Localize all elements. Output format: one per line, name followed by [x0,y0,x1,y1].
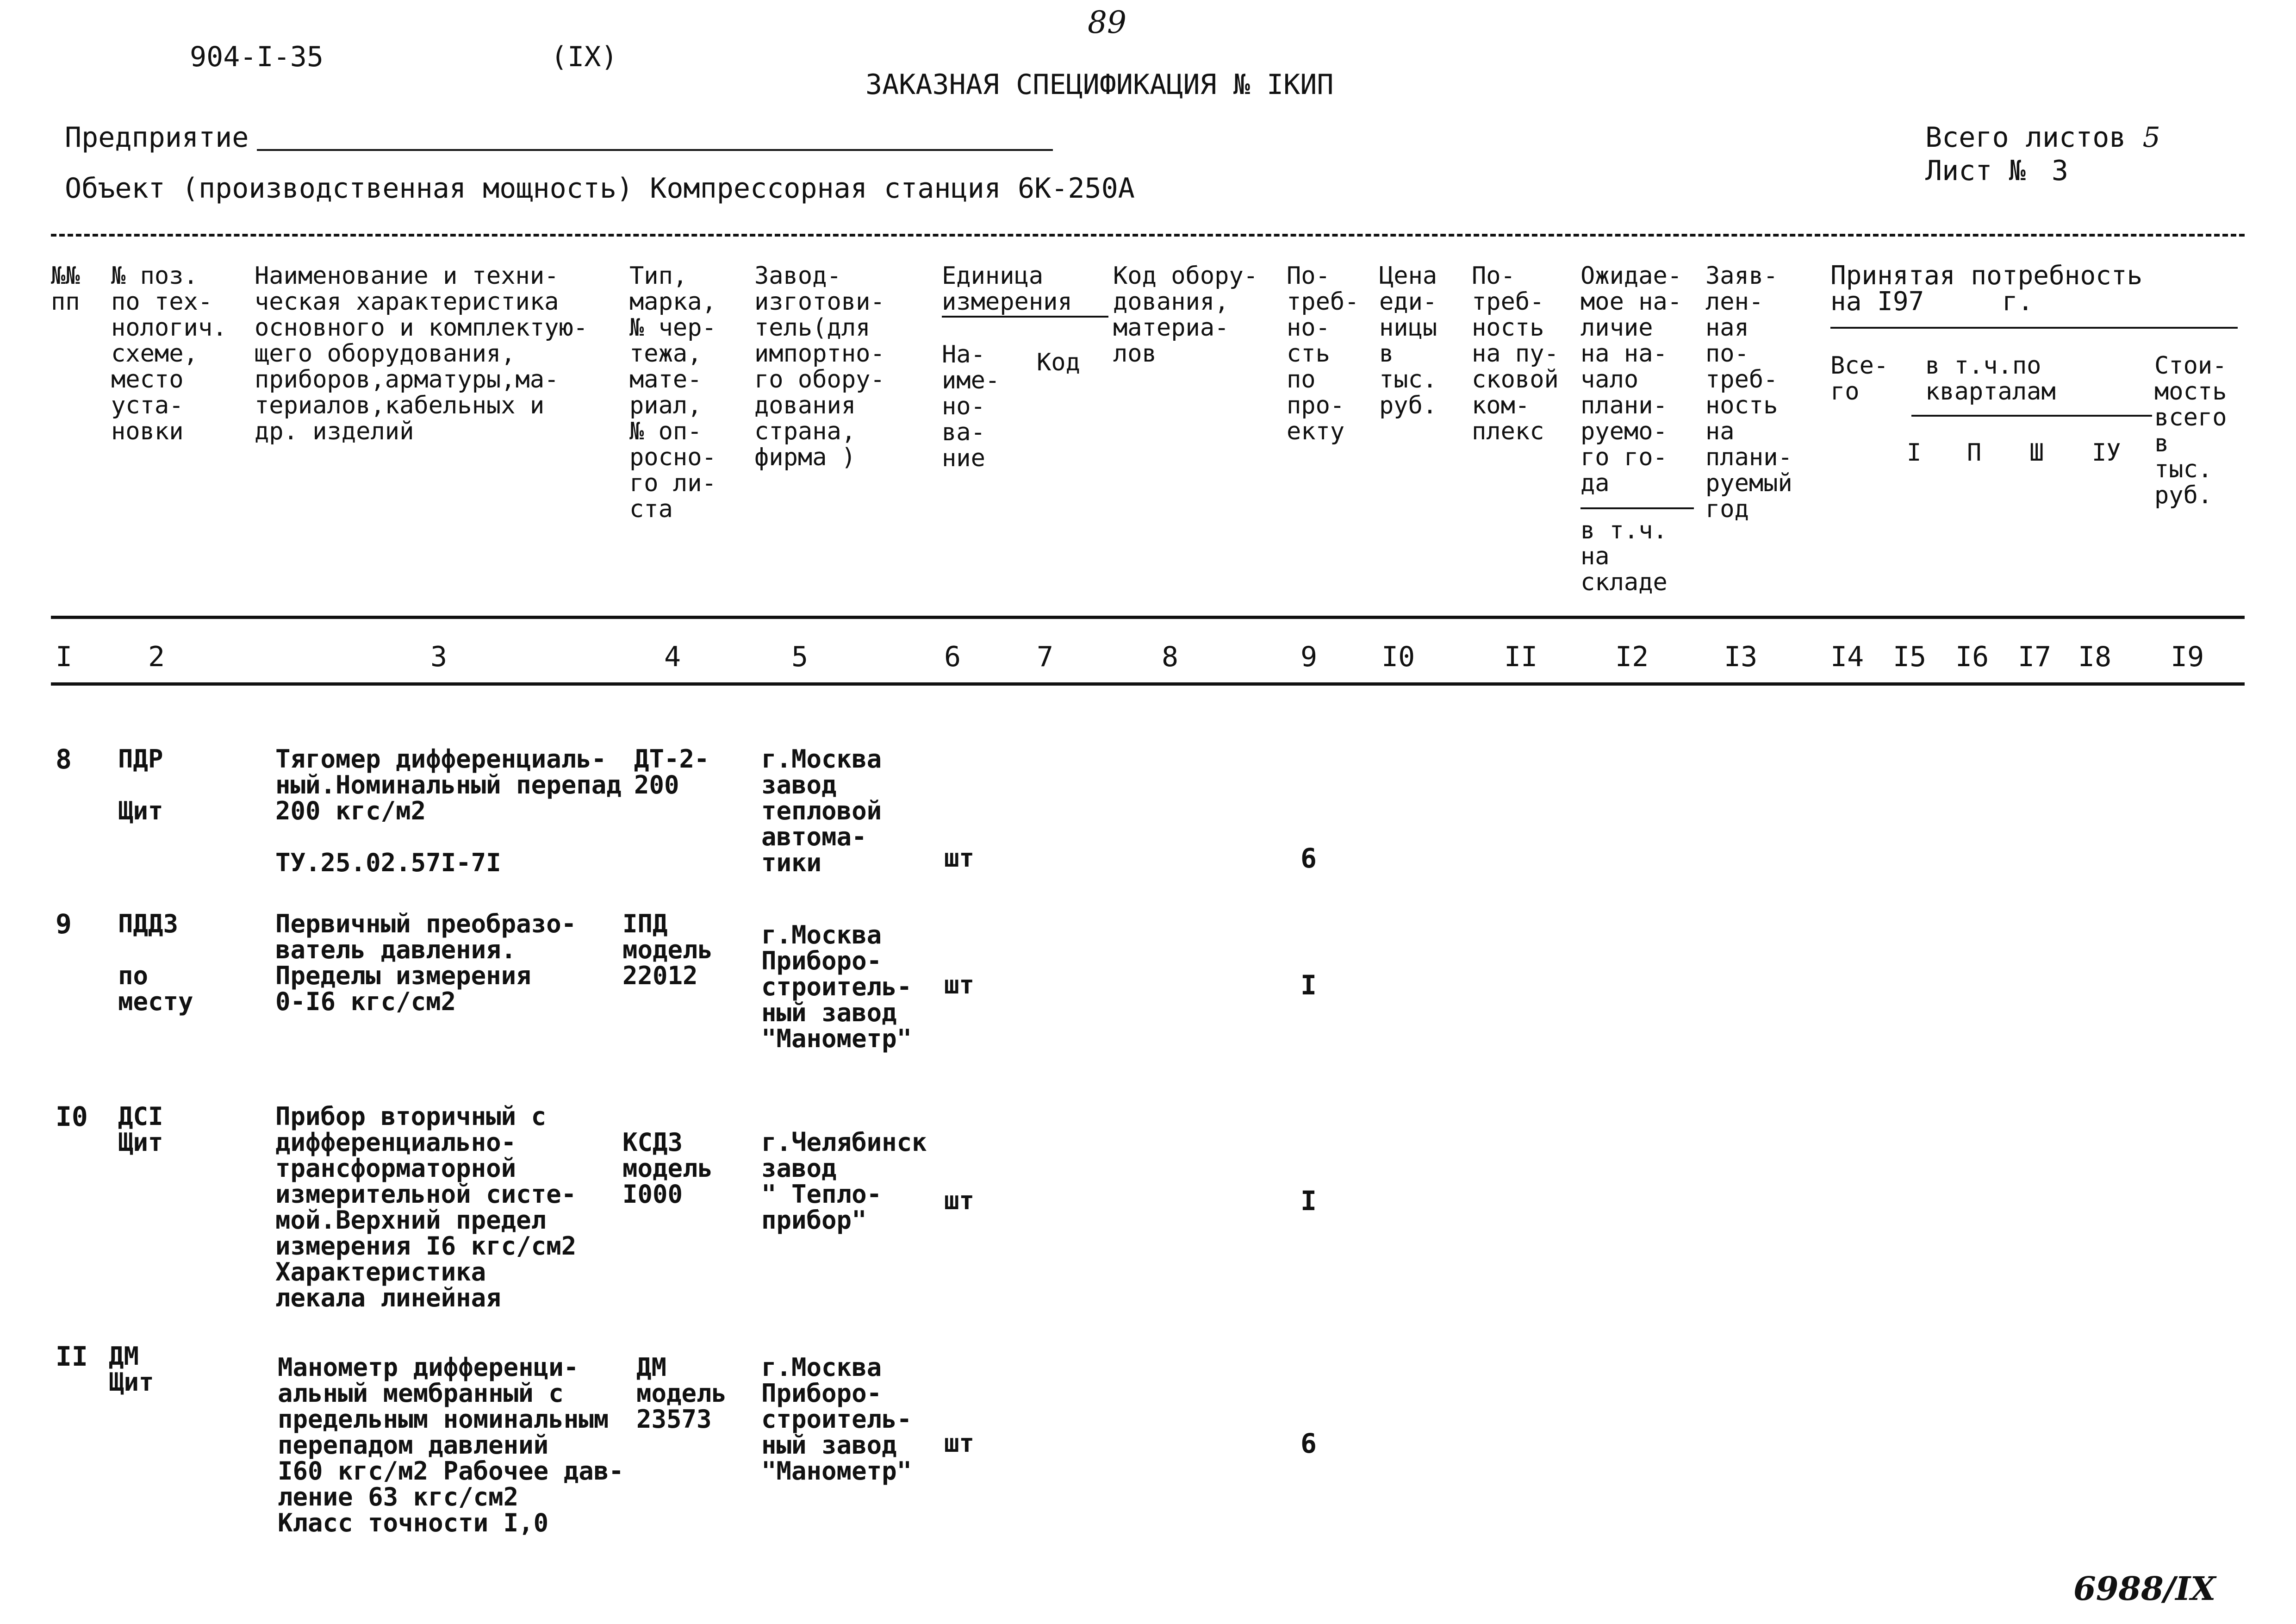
column-number: I3 [1724,641,1758,673]
document-stamp: 6988/IX [2073,1569,2216,1608]
col-header-6: На- име- но- ва- ние [942,341,1000,472]
row-8-unit: шт [944,843,975,873]
column-number: 4 [664,641,681,673]
row-8-quantity: 6 [1300,843,1317,874]
row-10-name: Прибор вторичный с дифференциально- трансформаторной измерительной систе- мой.Верхний предел измерения I6 кгс/см2 Характеристика лекала линейная [275,1102,577,1312]
sheet-number [1925,155,2068,187]
col-header-19: Стои- мость всего в тыс. руб. [2154,352,2227,509]
col-header-10: Цена еди- ницы в тыс. руб. [1379,262,1437,419]
col-header-unit-group: Единица измерения [942,262,1072,316]
accepted-group-rule [1830,327,2238,329]
col-header-accepted-group: Принятая потребность на I97 г. [1830,261,2143,317]
column-number: 5 [791,641,809,673]
column-number: 8 [1162,641,1179,673]
document-title: ЗАКАЗНАЯ СПЕЦИФИКАЦИЯ № IКИП [865,69,1334,101]
row-8-position: ПДР Щит [118,744,163,825]
col-header-7: Код [1037,349,1080,376]
row-9-number: 9 [56,908,72,940]
col-header-11: По- треб- ность на пу- сковой ком- плекс [1472,262,1559,445]
row-11-unit: шт [944,1429,975,1458]
column-number: II [1504,641,1538,673]
row-8-type: ДТ-2- 200 [634,744,709,800]
col-header-quarters-group: в т.ч.по кварталам [1925,352,2056,406]
row-11-maker: г.Москва Приборо- строитель- ный завод "Манометр" [761,1353,912,1486]
col-header-q1: I [1907,439,1922,467]
column-number: I5 [1893,641,1927,673]
column-number: I2 [1615,641,1649,673]
col-header-1: №№ пп [51,262,80,316]
col-header-12: Ожидае- мое на- личие на на- чало плани- руемо- го го- да [1580,262,1682,497]
col-header-3: Наименование и техни- ческая характеристика основного и комплектую- щего оборудования, приборов,арматуры,ма- териалов,кабельных и др. изделий [255,262,588,445]
object-line: Объект (производственная мощность) Компрессорная станция 6К-250А [65,172,1135,205]
row-8-number: 8 [56,743,72,775]
col-header-q2: П [1967,439,1982,467]
page-number: 89 [1088,5,1126,40]
column-number: I [56,641,73,673]
row-11-quantity: 6 [1300,1428,1317,1459]
row-11-type: ДМ модель 23573 [636,1353,727,1434]
sheet-value: 3 [2051,155,2068,187]
header-bottom-rule [51,616,2245,619]
row-11-name: Манометр дифференци- альный мембранный с предельным номинальным перепадом давлений I60 кгс/м2 Рабочее дав- ление 63 кгс/см2 Класс точности I,0 [278,1353,624,1537]
row-11-position: ДМ Щит [109,1342,154,1397]
row-9-position: ПДДЗ по месту [118,909,193,1016]
column-number: I8 [2078,641,2112,673]
row-9-maker: г.Москва Приборо- строитель- ный завод "Манометр" [761,920,912,1053]
row-9-unit: шт [944,970,975,999]
section-label: (IX) [551,41,618,73]
total-sheets [1925,121,2160,154]
row-10-position: ДСI Щит [118,1102,163,1157]
sheet-label: Лист № [1925,155,2026,187]
unit-group-rule [942,316,1108,318]
table-top-rule [51,234,2245,237]
enterprise-label: Предприятие [65,121,249,154]
row-9-type: IПД модель 22012 [622,909,713,990]
col-header-4: Тип, марка, № чер- тежа, мате- риал, № оп- росно- го ли- ста [629,262,716,523]
col-header-q3: Ш [2029,439,2044,467]
col-header-9: По- треб- но- сть по про- екту [1287,262,1359,445]
column-number: I7 [2018,641,2052,673]
column-number: I4 [1830,641,1864,673]
column-number: 3 [430,641,448,673]
column-number: I0 [1381,641,1415,673]
row-10-type: КСДЗ модель I000 [622,1128,713,1209]
total-sheets-value: 5 [2142,121,2160,154]
column-number: 6 [944,641,961,673]
col-12-sub-rule [1580,507,1694,509]
total-sheets-label: Всего листов [1925,121,2126,154]
col-header-2: № поз. по тех- нологич. схеме, место уста- новки [111,262,227,445]
row-10-unit: шт [944,1186,975,1215]
col-header-12-stock: в т.ч. на складе [1580,517,1668,596]
col-header-13: Заяв- лен- ная по- треб- ность на плани- руемый год [1705,262,1792,523]
row-9-name: Первичный преобразо- ватель давления. Пределы измерения 0-I6 кгс/см2 [275,909,577,1016]
col-header-14: Все- го [1830,352,1889,406]
col-header-5: Завод- изготови- тель(для импортно- го обору- дования страна, фирма ) [754,262,885,471]
column-number: 2 [148,641,165,673]
column-number: 9 [1300,641,1318,673]
numbers-bottom-rule [51,682,2245,686]
row-10-quantity: I [1300,1185,1317,1217]
quarters-group-rule [1911,415,2152,417]
row-10-number: I0 [56,1101,88,1132]
column-number: 7 [1037,641,1054,673]
col-header-8: Код обору- дования, материа- лов [1113,262,1258,368]
row-8-maker: г.Москва завод тепловой автома- тики [761,744,882,877]
column-number: I6 [1955,641,1989,673]
row-11-number: II [56,1341,88,1372]
doc-code: 904-I-35 [190,41,324,73]
column-number: I9 [2171,641,2204,673]
row-8-name: Тягомер дифференциаль- ный.Номинальный перепад 200 кгс/м2 ТУ.25.02.57I-7I [275,744,622,877]
row-10-maker: г.Челябинск завод " Тепло- прибор" [761,1128,927,1235]
col-header-q4: IУ [2092,439,2121,467]
enterprise-underline [257,149,1053,151]
row-9-quantity: I [1300,969,1317,1001]
